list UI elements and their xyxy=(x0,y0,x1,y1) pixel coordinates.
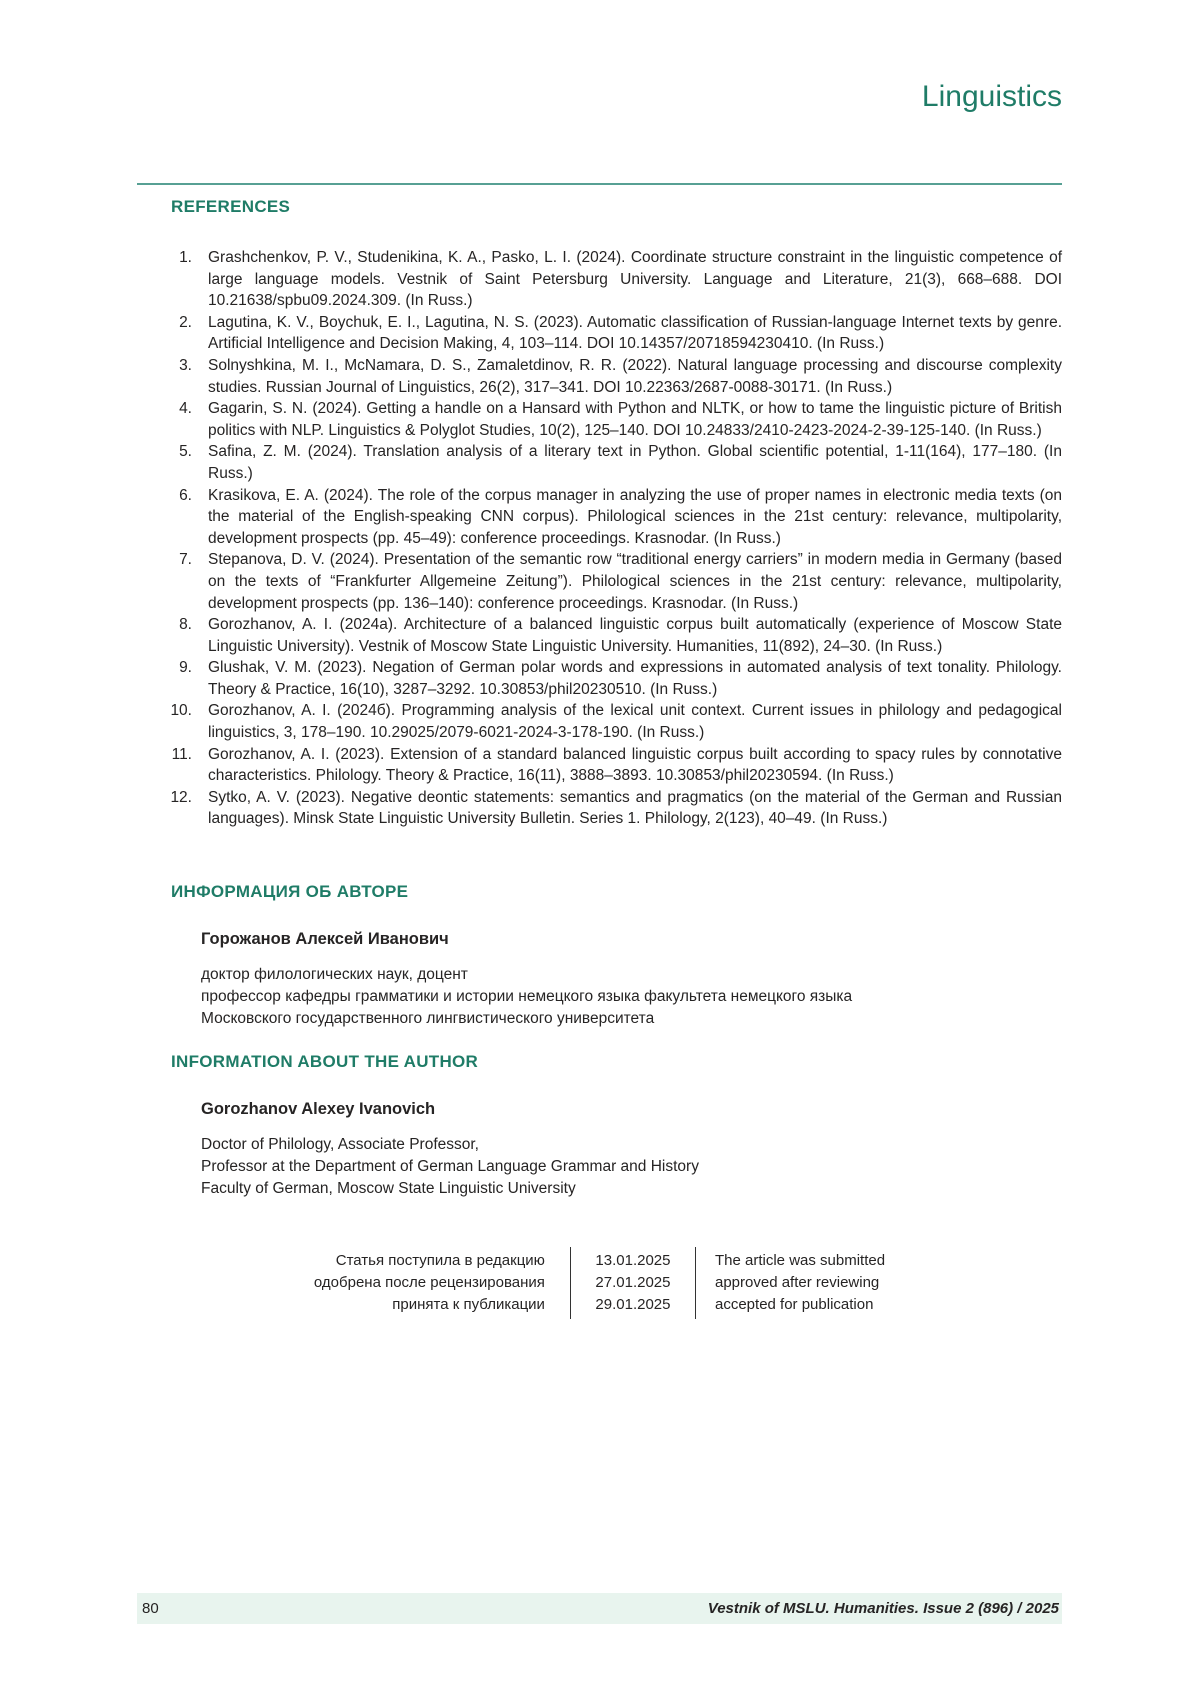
date-label-ru: Статья поступила в редакцию xyxy=(335,1252,545,1270)
reference-item xyxy=(137,355,1062,398)
date-label-ru: принята к публикации xyxy=(392,1296,545,1314)
dates-block xyxy=(137,1250,1062,1316)
author-name-en: Gorozhanov Alexey Ivanovich xyxy=(201,1100,436,1119)
reference-number: 11. xyxy=(171,745,192,763)
reference-text: Gorozhanov, A. I. (2024б). Programming analysis of the lexical unit context. Current issues in philology and pedagogical linguistics, 3, 178–190. 10.29025/2079-6021-2024-3-178-190. (In Russ.) xyxy=(208,702,1062,742)
author-detail-line: профессор кафедры грамматики и истории немецкого языка факультета немецкого языка xyxy=(201,988,853,1006)
page-content xyxy=(137,0,1062,1316)
references-heading: REFERENCES xyxy=(171,197,291,216)
date-labels-ru xyxy=(314,1250,570,1316)
author-detail-line: Faculty of German, Moscow State Linguistic University xyxy=(201,1180,576,1198)
date-label-en: approved after reviewing xyxy=(715,1274,880,1292)
page-number: 80 xyxy=(142,1600,159,1617)
date-label-en: The article was submitted xyxy=(715,1252,886,1270)
header-rule xyxy=(137,183,1062,185)
footer xyxy=(137,1593,1062,1624)
reference-text: Stepanova, D. V. (2024). Presentation of the semantic row “traditional energy carriers” in modern media in Germany (based on the texts of “Frankfurter Allgemeine Zeitung”). Philological sciences in the 21st century: relevance, multipolarity, development prospects (pp. 136–140): conference proceedings. Krasnodar. (In Russ.) xyxy=(208,551,1062,612)
reference-item xyxy=(137,549,1062,614)
reference-text: Sytko, A. V. (2023). Negative deontic statements: semantics and pragmatics (on the material of the German and Russian languages). Minsk State Linguistic University Bulletin. Series 1. Philology, 2(123), 40–49. (In Russ.) xyxy=(208,788,1062,828)
reference-item xyxy=(137,441,1062,484)
reference-number: 5. xyxy=(179,443,192,461)
author-detail-line: Professor at the Department of German Language Grammar and History xyxy=(201,1158,699,1176)
reference-text: Gorozhanov, A. I. (2023). Extension of a standard balanced linguistic corpus built according to spacy rules by connotative characteristics. Philology. Theory & Practice, 16(11), 3888–3893. 10.30853/phil20230594. (In Russ.) xyxy=(208,745,1062,785)
reference-number: 9. xyxy=(179,659,192,677)
reference-number: 2. xyxy=(179,313,192,331)
journal-title: Vestnik of MSLU. Humanities. Issue 2 (896) / 2025 xyxy=(707,1600,1059,1617)
reference-item xyxy=(137,787,1062,830)
date-value: 13.01.2025 xyxy=(595,1252,671,1270)
author-detail-line: Московского государственного лингвистического университета xyxy=(201,1010,655,1028)
reference-text: Safina, Z. M. (2024). Translation analysis of a literary text in Python. Global scientific potential, 1-11(164), 177–180. (In Russ.) xyxy=(208,443,1062,482)
reference-text: Grashchenkov, P. V., Studenikina, K. A., Pasko, L. I. (2024). Coordinate structure constraint in the linguistic competence of large language models. Vestnik of Saint Petersburg University. Language and Literature, 21(3), 668–688. DOI 10.21638/spbu09.2024.309. (In Russ.) xyxy=(208,249,1062,310)
reference-number: 3. xyxy=(179,356,192,374)
author-name-ru: Горожанов Алексей Иванович xyxy=(201,930,449,949)
author-info-ru-heading: ИНФОРМАЦИЯ ОБ АВТОРЕ xyxy=(171,882,409,902)
date-value: 29.01.2025 xyxy=(595,1296,671,1314)
reference-item xyxy=(137,247,1062,312)
reference-text: Lagutina, K. V., Boychuk, E. I., Lagutina, N. S. (2023). Automatic classification of Russian-language Internet texts by genre. Artificial Intelligence and Decision Making, 4, 103–114. DOI 10.14357/20718594230410. (In Russ.) xyxy=(208,313,1062,353)
date-value: 27.01.2025 xyxy=(595,1274,671,1292)
reference-text: Glushak, V. M. (2023). Negation of German polar words and expressions in automated analysis of text tonality. Philology. Theory & Practice, 16(10), 3287–3292. 10.30853/phil20230510. (In Russ.) xyxy=(208,659,1062,698)
author-info-en xyxy=(137,1099,1062,1200)
author-info-ru xyxy=(137,929,1062,1030)
journal-section-label: Linguistics xyxy=(921,80,1062,113)
reference-item xyxy=(137,744,1062,787)
reference-text: Gorozhanov, A. I. (2024a). Architecture of a balanced linguistic corpus built automatically (experience of Moscow State Linguistic University). Vestnik of Moscow State Linguistic University. Humanities, 11(892), 24–30. (In Russ.) xyxy=(208,616,1062,655)
reference-number: 1. xyxy=(179,249,192,266)
date-values xyxy=(571,1250,694,1316)
reference-item xyxy=(137,614,1062,657)
author-info-en-heading: INFORMATION ABOUT THE AUTHOR xyxy=(171,1052,479,1072)
author-detail-line: доктор филологических наук, доцент xyxy=(201,966,468,984)
reference-number: 6. xyxy=(179,486,192,504)
reference-number: 12. xyxy=(170,788,192,806)
reference-item xyxy=(137,398,1062,441)
date-label-en: accepted for publication xyxy=(715,1296,874,1314)
reference-text: Krasikova, E. A. (2024). The role of the corpus manager in analyzing the use of proper names in electronic media texts (on the material of the English-speaking CNN corpus). Philological sciences in the 21st century: relevance, multipolarity, development prospects (pp. 45–49): conference proceedings. Krasnodar. (In Russ.) xyxy=(208,486,1062,547)
reference-text: Solnyshkina, M. I., McNamara, D. S., Zamaletdinov, R. R. (2022). Natural language processing and discourse complexity studies. Russian Journal of Linguistics, 26(2), 317–341. DOI 10.22363/2687-0088-30171. (In Russ.) xyxy=(208,356,1062,396)
reference-item xyxy=(137,700,1062,743)
reference-text: Gagarin, S. N. (2024). Getting a handle on a Hansard with Python and NLTK, or how to tame the linguistic picture of British politics with NLP. Linguistics & Polyglot Studies, 10(2), 125–140. DOI 10.24833/2410-2423-2024-2-39-125-140. (In Russ.) xyxy=(208,400,1062,439)
reference-item xyxy=(137,312,1062,355)
reference-number: 10. xyxy=(170,702,192,720)
reference-number: 4. xyxy=(179,400,192,418)
reference-item xyxy=(137,485,1062,550)
date-label-ru: одобрена после рецензирования xyxy=(313,1274,545,1292)
references-list xyxy=(137,247,1062,830)
author-detail-line: Doctor of Philology, Associate Professor, xyxy=(201,1136,479,1154)
reference-number: 7. xyxy=(179,551,192,569)
reference-item xyxy=(137,657,1062,700)
reference-number: 8. xyxy=(179,616,192,634)
date-labels-en xyxy=(696,1250,885,1316)
